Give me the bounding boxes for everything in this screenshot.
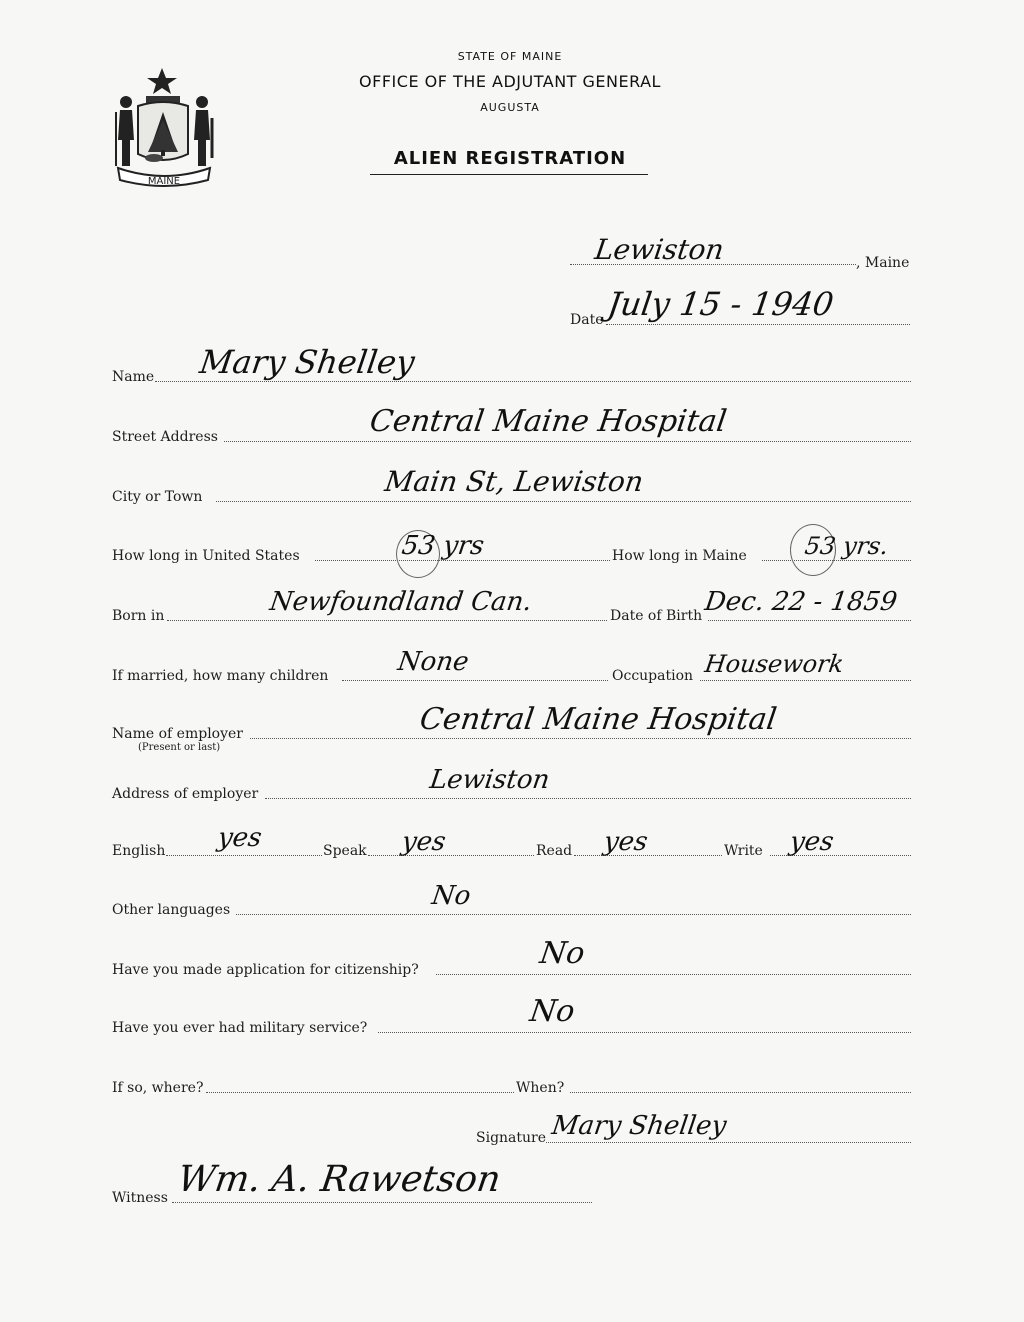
maine-state-seal <box>108 62 220 192</box>
date-value: July 15 - 1940 <box>605 285 836 323</box>
employer-address-label: Address of employer <box>112 786 259 802</box>
name-label: Name <box>112 369 155 385</box>
dob-line <box>708 620 911 621</box>
citizenship-value: No <box>537 936 587 971</box>
city-line <box>216 501 911 502</box>
occupation-value: Housework <box>703 650 846 678</box>
employer-sublabel: (Present or last) <box>138 742 221 753</box>
other-languages-label: Other languages <box>112 902 231 918</box>
speak-label: Speak <box>323 843 367 859</box>
title-underline <box>370 174 648 175</box>
maine-duration-line <box>762 560 911 561</box>
children-line <box>342 680 608 681</box>
when-label: When? <box>516 1080 565 1096</box>
children-value: None <box>395 647 471 677</box>
employer-address-value: Lewiston <box>427 765 552 795</box>
city-value: Main St, Lewiston <box>382 465 646 498</box>
witness-value: Wm. A. Rawetson <box>175 1159 504 1200</box>
speak-line <box>368 855 534 856</box>
citizenship-line <box>436 974 911 975</box>
employer-address-line <box>265 798 911 799</box>
dob-value: Dec. 22 - 1859 <box>702 587 899 617</box>
form-title: ALIEN REGISTRATION <box>393 148 627 169</box>
employer-line <box>250 738 911 739</box>
street-line <box>224 441 911 442</box>
other-languages-line <box>236 914 911 915</box>
us-duration-value: 53 yrs <box>399 531 486 561</box>
city-heading: AUGUSTA <box>480 101 540 114</box>
town-value: Lewiston <box>592 233 726 266</box>
signature-label: Signature <box>476 1130 547 1146</box>
occupation-label: Occupation <box>612 668 694 684</box>
write-value: yes <box>787 827 836 857</box>
street-value: Central Maine Hospital <box>367 404 729 439</box>
signature-value: Mary Shelley <box>549 1111 729 1141</box>
other-languages-value: No <box>429 881 473 911</box>
english-label: English <box>112 843 166 859</box>
town-suffix-label: , Maine <box>856 255 910 271</box>
military-line <box>378 1032 911 1033</box>
read-line <box>574 855 722 856</box>
state-heading: STATE OF MAINE <box>457 50 563 63</box>
maine-duration-value: 53 yrs. <box>803 532 891 560</box>
employer-value: Central Maine Hospital <box>417 702 779 737</box>
military-label: Have you ever had military service? <box>112 1020 368 1036</box>
citizenship-label: Have you made application for citizenship? <box>112 962 419 978</box>
street-label: Street Address <box>112 429 218 445</box>
maine-duration-label: How long in Maine <box>612 548 747 564</box>
when-line <box>570 1092 911 1093</box>
children-label: If married, how many children <box>112 668 329 684</box>
where-line <box>206 1092 514 1093</box>
military-value: No <box>527 994 577 1029</box>
signature-line <box>546 1142 911 1143</box>
date-label: Date <box>570 312 604 328</box>
write-label: Write <box>724 843 763 859</box>
dob-label: Date of Birth <box>610 608 703 624</box>
birthplace-line <box>167 620 607 621</box>
birthplace-value: Newfoundland Can. <box>267 587 534 617</box>
seal-banner-text: MAINE <box>147 176 181 187</box>
witness-label: Witness <box>112 1190 168 1206</box>
witness-line <box>172 1202 592 1203</box>
office-heading: OFFICE OF THE ADJUTANT GENERAL <box>359 72 661 91</box>
speak-value: yes <box>399 827 448 857</box>
read-value: yes <box>601 827 650 857</box>
name-line <box>155 381 911 382</box>
english-line <box>166 855 322 856</box>
occupation-line <box>700 680 911 681</box>
city-label: City or Town <box>112 489 203 505</box>
read-label: Read <box>536 843 573 859</box>
us-duration-label: How long in United States <box>112 548 300 564</box>
birthplace-label: Born in <box>112 608 165 624</box>
name-value: Mary Shelley <box>197 343 418 381</box>
english-value: yes <box>215 823 264 853</box>
where-label: If so, where? <box>112 1080 204 1096</box>
date-line <box>606 324 910 325</box>
employer-label: Name of employer <box>112 726 243 742</box>
